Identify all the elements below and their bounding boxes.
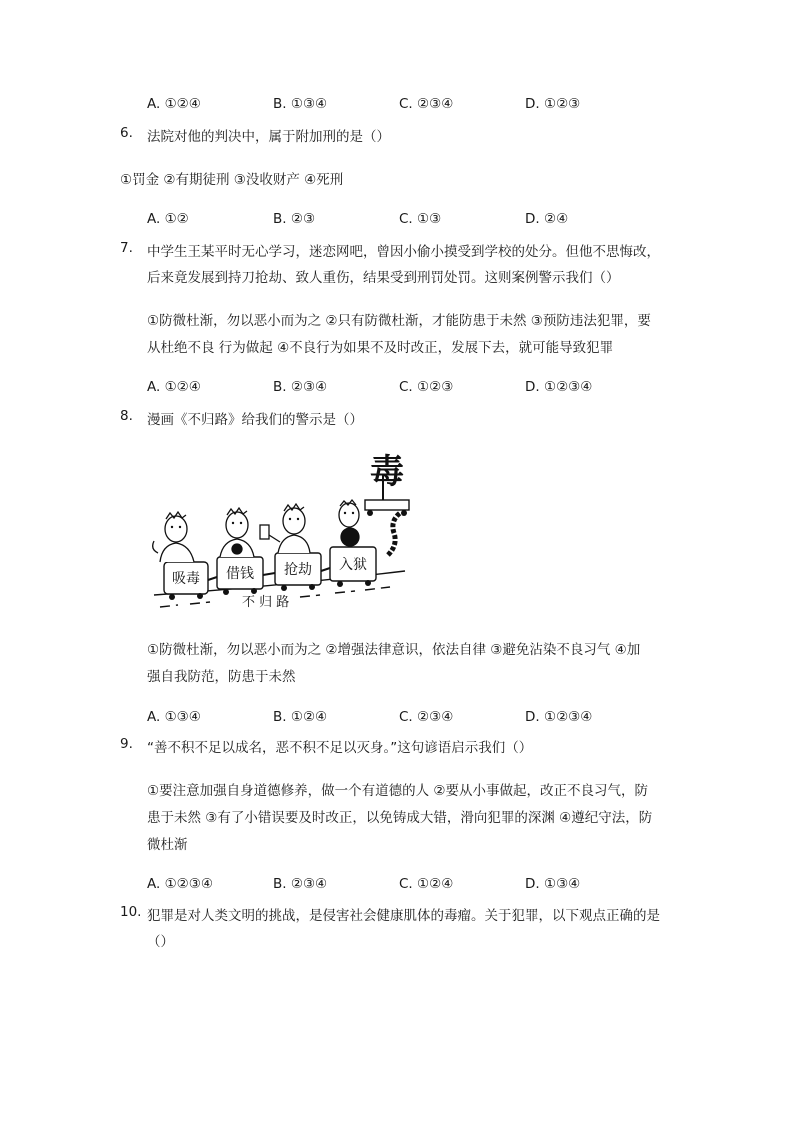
q8-items-line1: ①防微杜渐，勿以恶小而为之 ②增强法律意识，依法自律 ③避免沾染不良习气 ④加 (147, 642, 641, 658)
car-label-4: 入狱 (339, 557, 367, 573)
q6-items: ①罚金 ②有期徒刑 ③没收财产 ④死刑 (120, 172, 344, 188)
q7-option-b[interactable]: B. ②③④ (273, 379, 328, 395)
q10-number: 10. (120, 904, 142, 920)
q8-option-c[interactable]: C. ②③④ (399, 709, 454, 725)
car-label-1: 吸毒 (172, 571, 200, 587)
q6-option-c[interactable]: C. ①③ (399, 211, 442, 227)
q5-option-b[interactable]: B. ①③④ (273, 96, 328, 112)
q9-option-b[interactable]: B. ②③④ (273, 876, 328, 892)
poison-sign: 毒 (370, 452, 404, 492)
q9-items-line1: ①要注意加强自身道德修养，做一个有道德的人 ②要从小事做起，改正不良习气，防 (147, 783, 648, 799)
q8-items-line2: 强自我防范，防患于未然 (147, 669, 296, 685)
q9-option-c[interactable]: C. ①②④ (399, 876, 454, 892)
person-1 (165, 516, 187, 542)
q6-option-a[interactable]: A. ①② (147, 211, 189, 227)
person-4 (339, 503, 359, 527)
q8-cartoon (150, 445, 412, 615)
q9-items-line2: 患于未然 ③有了小错误要及时改正，以免铸成大错，滑向犯罪的深渊 ④遵纪守法，防 (147, 810, 653, 826)
q8-stem: 漫画《不归路》给我们的警示是（） (147, 412, 363, 428)
q7-items-line1: ①防微杜渐，勿以恶小而为之 ②只有防微杜渐，才能防患于未然 ③预防违法犯罪，要 (147, 313, 651, 329)
q7-option-d[interactable]: D. ①②③④ (525, 379, 593, 395)
car-label-3: 抢劫 (284, 562, 312, 578)
q7-stem-line1: 中学生王某平时无心学习，迷恋网吧，曾因小偷小摸受到学校的处分。但他不思悔改， (147, 244, 660, 260)
q5-option-d[interactable]: D. ①②③ (525, 96, 581, 112)
person-3 (283, 508, 305, 534)
q6-option-d[interactable]: D. ②④ (525, 211, 569, 227)
q6-stem: 法院对他的判决中，属于附加刑的是（） (147, 129, 390, 145)
road-label: 不 归 路 (242, 595, 290, 610)
q6-option-b[interactable]: B. ②③ (273, 211, 316, 227)
q8-option-a[interactable]: A. ①③④ (147, 709, 201, 725)
q10-stem-line1: 犯罪是对人类文明的挑战，是侵害社会健康肌体的毒瘤。关于犯罪，以下观点正确的是 (147, 908, 660, 924)
q7-option-c[interactable]: C. ①②③ (399, 379, 454, 395)
q9-stem: “善不积不足以成名，恶不积不足以灭身。”这句谚语启示我们（） (147, 740, 533, 756)
car-label-2: 借钱 (226, 566, 254, 582)
q5-option-a[interactable]: A. ①②④ (147, 96, 201, 112)
q10-stem-line2: （） (147, 934, 174, 950)
q8-number: 8. (120, 408, 133, 424)
q7-items-line2: 从杜绝不良 行为做起 ④不良行为如果不及时改正，发展下去，就可能导致犯罪 (147, 340, 614, 356)
q9-option-d[interactable]: D. ①③④ (525, 876, 581, 892)
q9-option-a[interactable]: A. ①②③④ (147, 876, 213, 892)
q8-option-b[interactable]: B. ①②④ (273, 709, 328, 725)
q6-number: 6. (120, 125, 133, 141)
q9-items-line3: 微杜渐 (147, 837, 188, 853)
q5-option-c[interactable]: C. ②③④ (399, 96, 454, 112)
q8-option-d[interactable]: D. ①②③④ (525, 709, 593, 725)
q9-number: 9. (120, 736, 133, 752)
person-2 (226, 512, 248, 538)
sign-base (365, 500, 409, 510)
q7-number: 7. (120, 240, 133, 256)
q7-stem-line2: 后来竟发展到持刀抢劫、致人重伤，结果受到刑罚处罚。这则案例警示我们（） (147, 270, 620, 286)
q7-option-a[interactable]: A. ①②④ (147, 379, 201, 395)
